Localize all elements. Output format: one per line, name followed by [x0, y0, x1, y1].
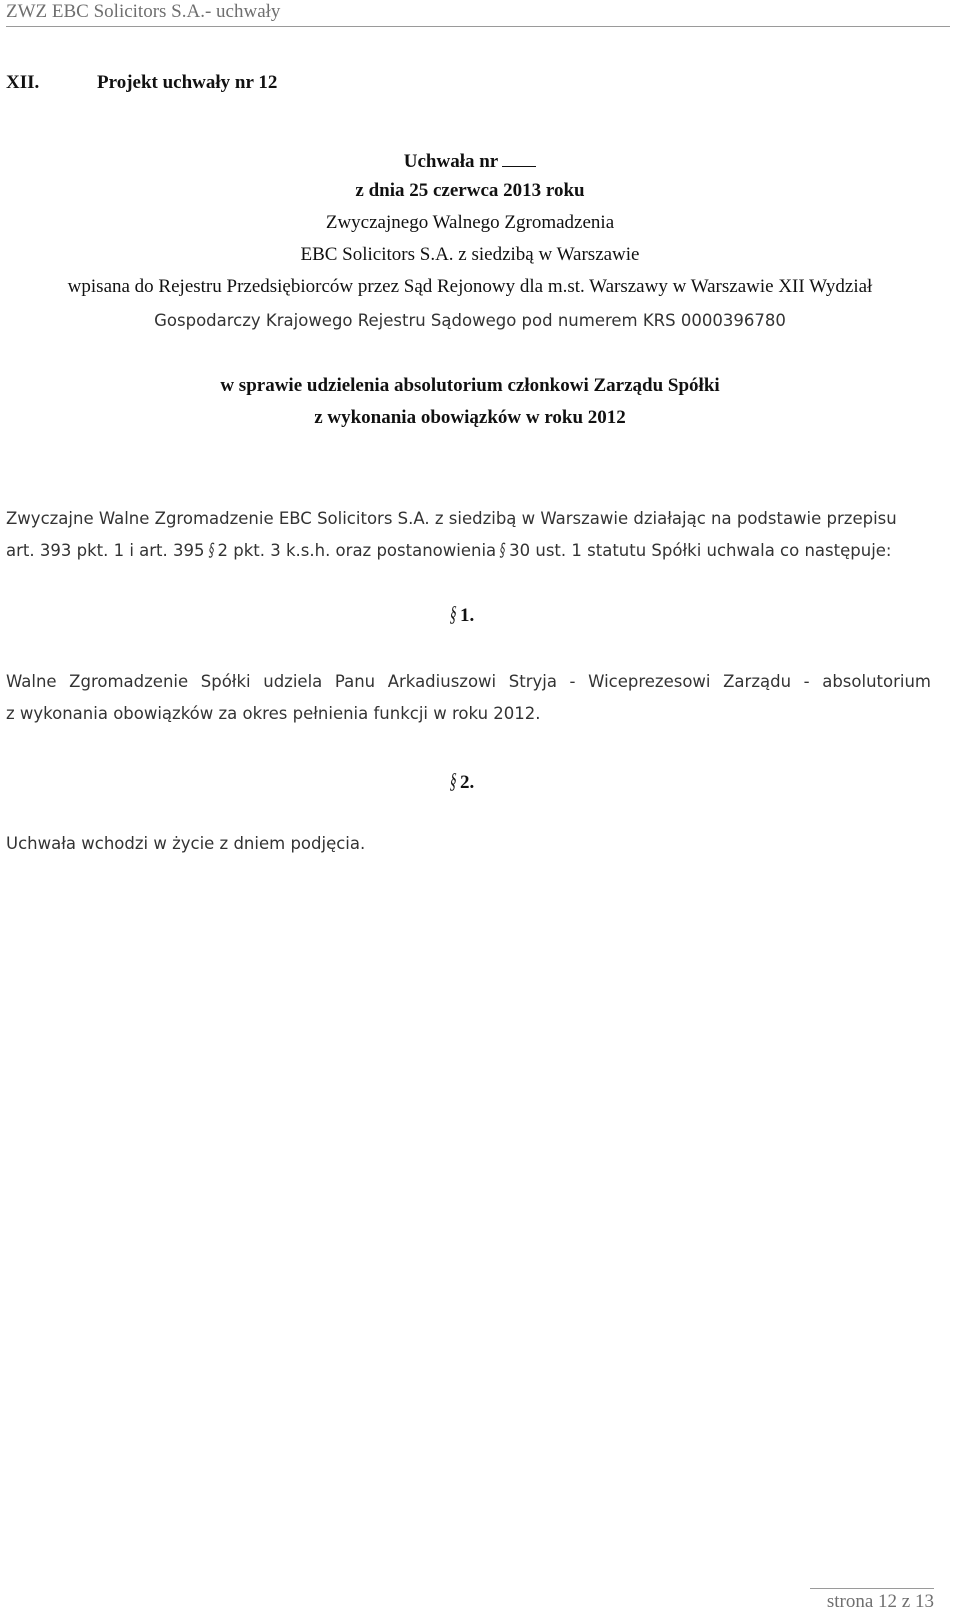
preamble-line-1: Zwyczajne Walne Zgromadzenie EBC Solicitors S.A. z siedzibą w Warszawie działając na podstawie przepisu [6, 509, 897, 528]
section-sign-icon: § [448, 601, 459, 626]
running-header [6, 0, 950, 27]
resolution-date: z dnia 25 czerwca 2013 roku [355, 180, 585, 201]
resolution-company: EBC Solicitors S.A. z siedzibą w Warszawie [300, 244, 640, 265]
paragraph-1-number: 1. [460, 605, 475, 626]
resolution-number-blank [502, 148, 536, 167]
preamble-line-2-part-2: 2 pkt. 3 k.s.h. oraz postanowienia [217, 541, 497, 560]
paragraph-1-line-2: z wykonania obowiązków za okres pełnienia funkcji w roku 2012. [6, 704, 541, 723]
paragraph-1-line-1: Walne Zgromadzenie Spółki udziela Panu Arkadiuszowi Stryja - Wiceprezesowi Zarządu - absolutorium [6, 672, 931, 691]
preamble [6, 503, 931, 567]
page-number: strona 12 z 13 [826, 1591, 934, 1612]
section-sign-icon: § [448, 768, 459, 793]
paragraph-1-heading [448, 601, 474, 627]
section-number: XII. [6, 72, 40, 93]
resolution-subject-line-2: z wykonania obowiązków w roku 2012 [314, 407, 626, 428]
resolution-title-line [0, 148, 940, 173]
paragraph-1-text [6, 666, 931, 730]
resolution-subject-line-1: w sprawie udzielenia absolutorium członkowi Zarządu Spółki [220, 375, 720, 396]
page-footer [810, 1588, 934, 1613]
preamble-line-2-part-1: art. 393 pkt. 1 i art. 395 [6, 541, 205, 560]
preamble-line-2-part-3: 30 ust. 1 statutu Spółki uchwala co następuje: [509, 541, 892, 560]
paragraph-2-heading [448, 768, 474, 794]
section-heading [6, 70, 277, 96]
resolution-body: Zwyczajnego Walnego Zgromadzenia [325, 212, 615, 233]
paragraph-2-number: 2. [460, 772, 475, 793]
resolution-registry-line-1: wpisana do Rejestru Przedsiębiorców przez Sąd Rejonowy dla m.st. Warszawy w Warszawie XII Wydział [67, 276, 873, 297]
running-header-title: ZWZ EBC Solicitors S.A.- uchwały [6, 1, 281, 22]
section-sign-icon: § [498, 540, 507, 561]
preamble-line-2 [6, 535, 931, 567]
section-title: Projekt uchwały nr 12 [97, 72, 278, 93]
paragraph-2-line-1: Uchwała wchodzi w życie z dniem podjęcia. [6, 834, 366, 853]
resolution-registry-line-2: Gospodarczy Krajowego Rejestru Sądowego pod numerem KRS 0000396780 [154, 311, 786, 330]
paragraph-2-text [6, 828, 931, 860]
resolution-title: Uchwała nr [403, 151, 499, 172]
section-sign-icon: § [206, 540, 216, 561]
